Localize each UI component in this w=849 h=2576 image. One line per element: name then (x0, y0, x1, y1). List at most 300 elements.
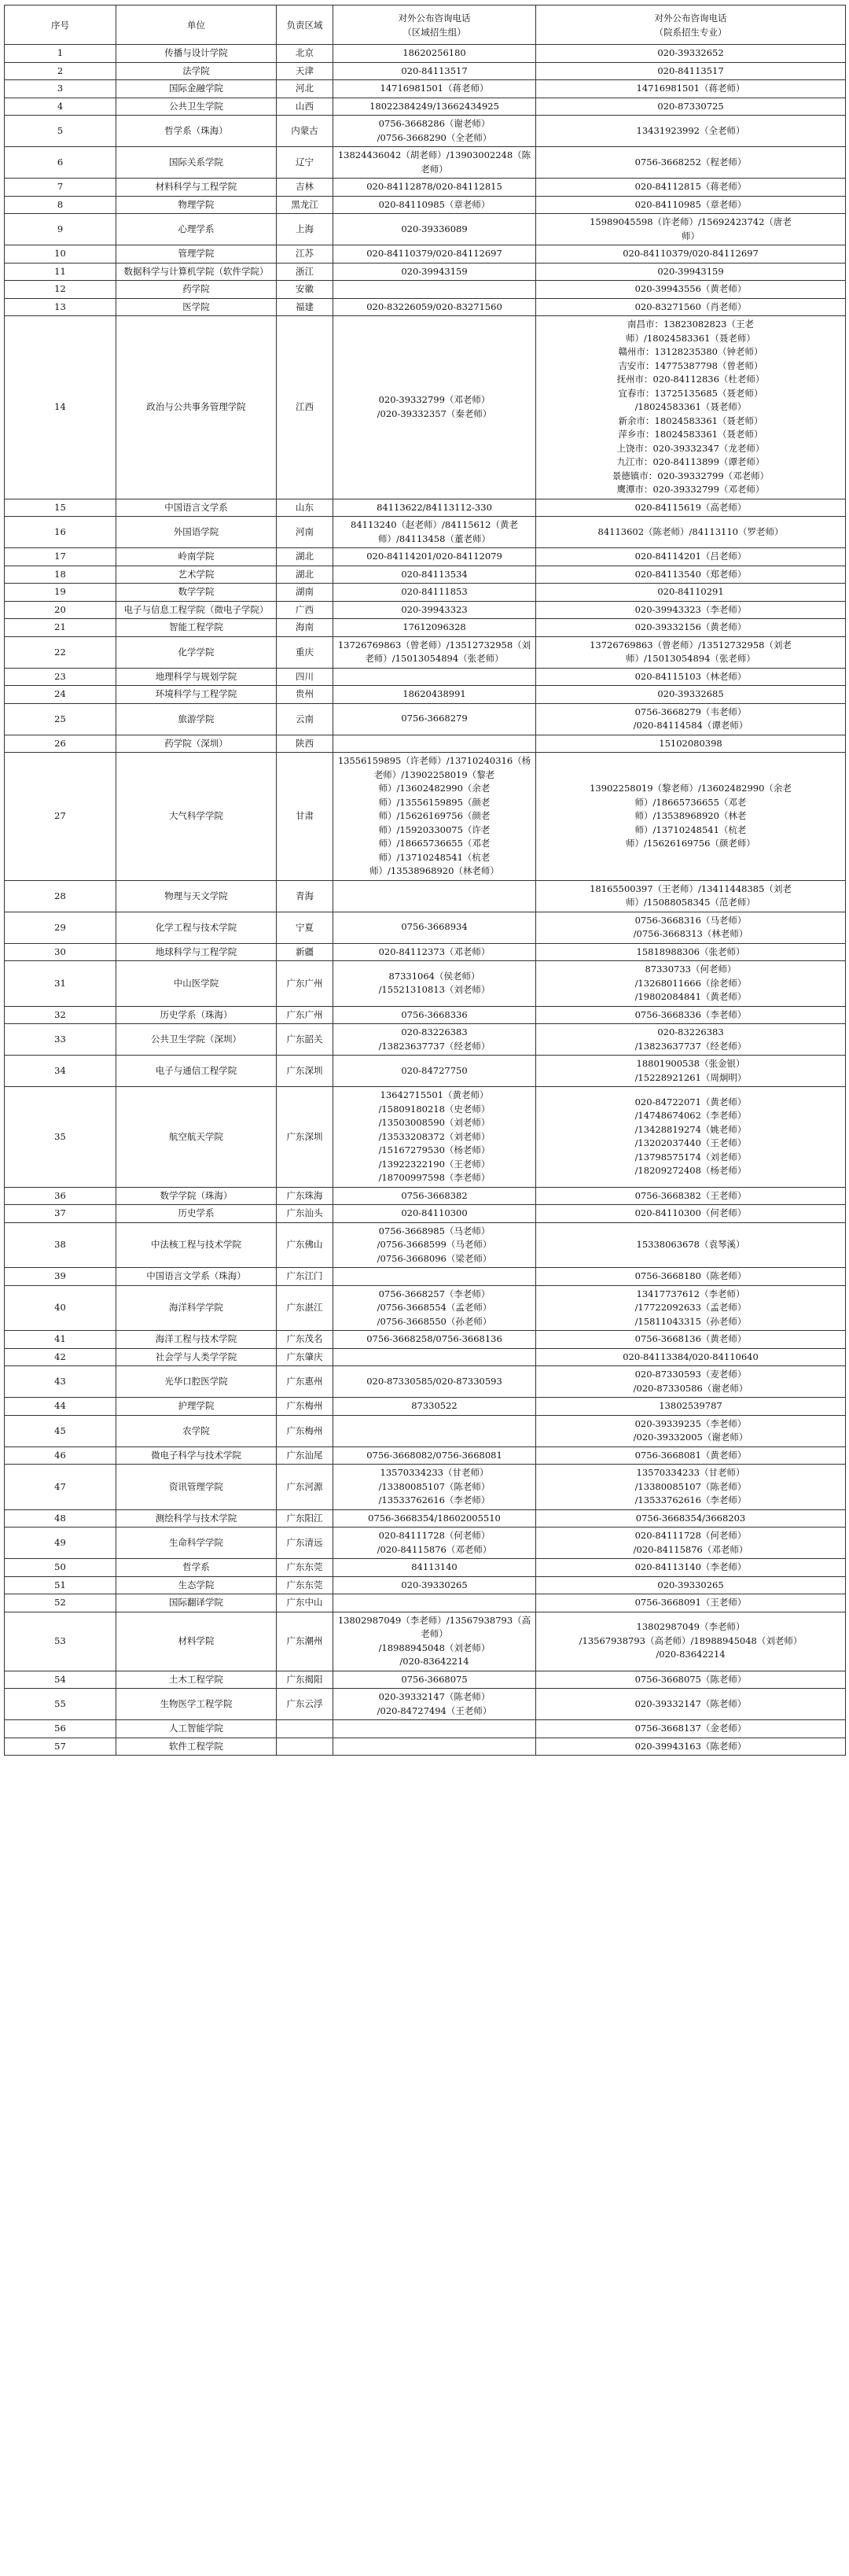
row-no: 56 (5, 1720, 116, 1738)
row-phone-department (536, 619, 846, 637)
row-phone-region-group-line: 020-84112878/020-84112815 (366, 181, 502, 192)
row-region: 广东茂名 (277, 1331, 333, 1349)
row-no: 40 (5, 1285, 116, 1331)
row-phone-region-group-line: 老师） (421, 163, 448, 175)
row-no: 31 (5, 961, 116, 1007)
admissions-contact-table (4, 5, 846, 1756)
row-phone-region-group (333, 1222, 536, 1268)
row-no: 21 (5, 619, 116, 637)
table-row (5, 943, 846, 961)
row-region: 广东东莞 (277, 1576, 333, 1594)
row-phone-region-group (333, 245, 536, 263)
row-phone-region-group-line: 020-84113534 (401, 568, 468, 580)
row-unit: 历史学系 (116, 1205, 277, 1223)
row-region: 重庆 (277, 636, 333, 668)
row-unit: 资讯管理学院 (116, 1465, 277, 1510)
row-phone-region-group (333, 214, 536, 245)
row-phone-department (536, 880, 846, 912)
row-phone-department-line: 020-84113384/020-84110640 (623, 1351, 759, 1362)
row-no: 23 (5, 668, 116, 686)
table-body (5, 45, 846, 1756)
row-phone-department (536, 1465, 846, 1510)
row-phone-department (536, 1528, 846, 1559)
row-no: 34 (5, 1056, 116, 1087)
row-phone-department (536, 1671, 846, 1689)
header-phone-region-group-line2: （区域招生组） (402, 26, 466, 38)
row-phone-region-group-line: 020-84111728（何老师） (378, 1530, 491, 1541)
row-phone-department-line: /13268011666（徐老师） (634, 977, 747, 989)
row-phone-department (536, 912, 846, 943)
row-region: 辽宁 (277, 147, 333, 179)
table-row (5, 1738, 846, 1756)
row-region: 吉林 (277, 179, 333, 197)
row-phone-department (536, 1594, 846, 1612)
row-phone-region-group-line: 84113622/84113112-330 (377, 501, 492, 513)
row-unit: 材料科学与工程学院 (116, 179, 277, 197)
row-phone-region-group-line: 18022384249/13662434925 (369, 100, 499, 112)
row-phone-department-line: 020-39332156（黄老师） (634, 621, 747, 632)
table-row (5, 1465, 846, 1510)
row-region: 福建 (277, 298, 333, 316)
row-phone-region-group-line: /0756-3668290（全老师） (377, 131, 492, 143)
row-phone-region-group (333, 1509, 536, 1528)
row-no: 20 (5, 601, 116, 619)
row-phone-region-group-line: 老师）/15013054894（张老师） (365, 653, 504, 664)
table-row (5, 1024, 846, 1056)
row-region: 青海 (277, 880, 333, 912)
row-phone-region-group-line: 0756-3668257（李老师） (378, 1288, 491, 1299)
row-phone-region-group (333, 668, 536, 686)
row-no: 30 (5, 943, 116, 961)
row-phone-region-group-line: 师）/15920330075（许老 (378, 824, 491, 835)
row-region: 黑龙江 (277, 196, 333, 214)
row-region: 广东潮州 (277, 1612, 333, 1671)
row-phone-department (536, 1366, 846, 1398)
row-phone-department (536, 1087, 846, 1188)
row-unit: 电子与通信工程学院 (116, 1056, 277, 1087)
row-phone-region-group (333, 1446, 536, 1465)
row-phone-department-line: /020-39332005（谢老师） (633, 1432, 748, 1443)
row-phone-region-group-line: /13922322190（王老师） (378, 1158, 491, 1170)
row-unit: 数据科学与计算机学院（软件学院） (116, 263, 277, 281)
row-phone-department-line: 020-39332652 (657, 47, 724, 58)
header-region: 负责区域 (277, 6, 333, 45)
row-phone-region-group (333, 1528, 536, 1559)
row-unit: 海洋工程与技术学院 (116, 1331, 277, 1349)
row-no: 26 (5, 735, 116, 753)
row-phone-department-line: 020-84110300（何老师） (634, 1207, 747, 1218)
row-phone-department-line: 020-39330265 (657, 1579, 724, 1590)
row-phone-department (536, 1612, 846, 1671)
row-phone-region-group (333, 62, 536, 80)
row-no: 9 (5, 214, 116, 245)
row-region: 广东梅州 (277, 1415, 333, 1446)
row-region: 北京 (277, 45, 333, 63)
row-phone-department (536, 281, 846, 299)
table-row (5, 619, 846, 637)
row-unit: 地球科学与工程学院 (116, 943, 277, 961)
table-row (5, 1509, 846, 1528)
row-phone-department-line: /18024583361（聂老师） (634, 401, 747, 412)
row-phone-department-line: 师）/15088058345（范老师） (626, 897, 755, 908)
row-region: 浙江 (277, 263, 333, 281)
row-phone-department (536, 62, 846, 80)
row-phone-department (536, 316, 846, 499)
row-region: 上海 (277, 214, 333, 245)
row-unit: 医学院 (116, 298, 277, 316)
row-phone-department-line: 师）/15013054894（张老师） (626, 653, 755, 664)
row-region: 广东肇庆 (277, 1348, 333, 1366)
row-phone-region-group-line: 87330522 (411, 1400, 458, 1411)
row-phone-department (536, 179, 846, 197)
row-phone-region-group-line: 020-39943159 (401, 265, 468, 277)
row-phone-department (536, 1738, 846, 1756)
row-phone-department-line: 师）/13710248541（杭老 (634, 824, 747, 835)
row-no: 35 (5, 1087, 116, 1188)
row-unit: 历史学系（珠海） (116, 1006, 277, 1024)
row-region: 河南 (277, 517, 333, 548)
row-unit: 护理学院 (116, 1398, 277, 1416)
row-region: 新疆 (277, 943, 333, 961)
row-no: 22 (5, 636, 116, 668)
row-region: 广东广州 (277, 1006, 333, 1024)
row-phone-department (536, 116, 846, 147)
row-region: 内蒙古 (277, 116, 333, 147)
row-region: 云南 (277, 703, 333, 735)
table-row (5, 961, 846, 1007)
row-unit: 光华口腔医学院 (116, 1366, 277, 1398)
row-phone-region-group-line: 0756-3668279 (401, 713, 468, 724)
row-phone-region-group-line: 0756-3668075 (401, 1673, 468, 1685)
row-phone-department (536, 1689, 846, 1720)
row-phone-department-line: 020-39332147（陈老师） (634, 1697, 747, 1709)
row-phone-department (536, 263, 846, 281)
row-phone-department (536, 1024, 846, 1056)
row-phone-region-group-line: 020-84110379/020-84112697 (366, 248, 502, 259)
row-phone-department (536, 1006, 846, 1024)
row-no: 29 (5, 912, 116, 943)
row-no: 39 (5, 1268, 116, 1286)
row-phone-department (536, 1576, 846, 1594)
row-phone-department-line: /13798575174（刘老师） (634, 1151, 747, 1163)
row-phone-department-line: 萍乡市：18024583361（聂老师） (618, 429, 763, 440)
row-phone-department-line: 13431923992（全老师） (636, 124, 745, 136)
row-no: 27 (5, 753, 116, 881)
table-row (5, 735, 846, 753)
row-no: 45 (5, 1415, 116, 1446)
row-unit: 测绘科学与技术学院 (116, 1509, 277, 1528)
row-unit: 国际金融学院 (116, 80, 277, 98)
row-phone-region-group (333, 1465, 536, 1510)
row-phone-department-line: 020-84113140（李老师） (634, 1561, 747, 1572)
row-no: 48 (5, 1509, 116, 1528)
row-no: 37 (5, 1205, 116, 1223)
row-phone-department (536, 1056, 846, 1087)
row-phone-region-group (333, 1205, 536, 1223)
row-no: 19 (5, 584, 116, 602)
row-phone-department (536, 98, 846, 116)
table-row (5, 668, 846, 686)
row-phone-region-group (333, 703, 536, 735)
row-phone-region-group-line: 0756-3668336 (401, 1008, 468, 1020)
row-phone-department-line: 13570334233（甘老师） (636, 1467, 745, 1478)
row-phone-region-group-line: /13533208372（刘老师） (378, 1130, 491, 1142)
row-phone-region-group (333, 116, 536, 147)
row-phone-department-line: 020-39943163（陈老师） (634, 1740, 747, 1752)
row-region: 广东河源 (277, 1465, 333, 1510)
header-phone-region-group-line1: 对外公布咨询电话 (398, 12, 471, 24)
row-phone-region-group-line: /15521310813（刘老师） (378, 984, 491, 996)
row-phone-department-line: /020-87330586（谢老师） (633, 1382, 748, 1394)
row-phone-department (536, 753, 846, 881)
row-phone-region-group (333, 1331, 536, 1349)
row-phone-region-group-line: /020-84115876（邓老师） (377, 1543, 492, 1555)
row-no: 17 (5, 548, 116, 566)
row-phone-department (536, 1348, 846, 1366)
table-row (5, 566, 846, 584)
row-phone-department-line: 0756-3668091（王老师） (634, 1597, 747, 1608)
row-phone-department-line: 84113602（陈老师）/84113110（罗老师） (597, 525, 784, 537)
row-phone-department-line: 020-84113517 (657, 64, 724, 76)
row-phone-region-group (333, 98, 536, 116)
row-phone-department-line: 师）/18665736655（邓老 (634, 796, 747, 808)
row-phone-region-group (333, 1006, 536, 1024)
row-unit: 药学院（深圳） (116, 735, 277, 753)
row-region: 广东深圳 (277, 1087, 333, 1188)
table-row (5, 499, 846, 517)
row-region: 陕西 (277, 735, 333, 753)
table-row (5, 45, 846, 63)
row-phone-department-line: 景德镇市：020-39332799（邓老师） (612, 470, 770, 481)
row-phone-region-group (333, 1415, 536, 1446)
row-phone-region-group-line: 师）/15626169756（颜老 (378, 810, 491, 821)
row-no: 43 (5, 1366, 116, 1398)
row-no: 32 (5, 1006, 116, 1024)
row-phone-region-group (333, 1594, 536, 1612)
row-phone-department-line: /13202037440（王老师） (634, 1137, 747, 1149)
row-region: 山西 (277, 98, 333, 116)
row-no: 25 (5, 703, 116, 735)
row-phone-department-line: 13902258019（黎老师）/13602482990（余老 (590, 783, 792, 794)
row-phone-region-group (333, 147, 536, 179)
row-unit: 数学学院 (116, 584, 277, 602)
row-phone-department-line: 师）/15626169756（颜老师） (626, 838, 755, 849)
row-region: 广东湛江 (277, 1285, 333, 1331)
row-region: 安徽 (277, 281, 333, 299)
row-region: 广东阳江 (277, 1509, 333, 1528)
row-unit: 岭南学院 (116, 548, 277, 566)
row-phone-department-line: 020-83226383 (657, 1026, 724, 1037)
row-region (277, 1720, 333, 1738)
row-no: 14 (5, 316, 116, 499)
row-phone-region-group (333, 943, 536, 961)
row-unit: 国际关系学院 (116, 147, 277, 179)
row-phone-department-line: 87330733（何老师） (645, 964, 737, 975)
table-row (5, 263, 846, 281)
row-unit: 环境科学与工程学院 (116, 686, 277, 704)
row-phone-department-line: /17722092633（孟老师） (634, 1302, 747, 1313)
row-no: 53 (5, 1612, 116, 1671)
table-row (5, 1594, 846, 1612)
row-phone-region-group-line: 18620438991 (402, 688, 466, 699)
row-phone-region-group-line: /18988945048（刘老师） (378, 1642, 491, 1653)
row-no: 54 (5, 1671, 116, 1689)
row-phone-department-line: 0756-3668136（黄老师） (634, 1333, 747, 1344)
row-phone-region-group (333, 196, 536, 214)
row-no: 57 (5, 1738, 116, 1756)
row-phone-department (536, 214, 846, 245)
row-unit: 药学院 (116, 281, 277, 299)
row-phone-region-group-line: 老师） (421, 1628, 448, 1639)
header-phone-department-line1: 对外公布咨询电话 (654, 12, 727, 24)
row-unit: 公共卫生学院（深圳） (116, 1024, 277, 1056)
row-phone-department-line: 0756-3668336（李老师） (634, 1008, 747, 1020)
table-header-row (5, 6, 846, 45)
row-phone-region-group-line: 13570334233（甘老师） (380, 1467, 489, 1478)
row-phone-department-line: /13533762616（李老师） (634, 1494, 747, 1505)
row-no: 16 (5, 517, 116, 548)
row-phone-department (536, 517, 846, 548)
row-phone-department-line: 师） (682, 230, 700, 241)
table-row (5, 1222, 846, 1268)
table-row (5, 601, 846, 619)
row-phone-department-line: 13417737612（李老师） (636, 1288, 745, 1299)
row-no: 55 (5, 1689, 116, 1720)
row-no: 7 (5, 179, 116, 197)
row-phone-department-line: 020-39943159 (657, 265, 724, 277)
row-no: 24 (5, 686, 116, 704)
row-unit: 中山医学院 (116, 961, 277, 1007)
table-row (5, 753, 846, 881)
table-row (5, 1056, 846, 1087)
row-no: 4 (5, 98, 116, 116)
row-no: 5 (5, 116, 116, 147)
row-phone-region-group (333, 1612, 536, 1671)
row-phone-region-group (333, 263, 536, 281)
row-phone-region-group (333, 1187, 536, 1205)
row-phone-region-group (333, 316, 536, 499)
row-phone-region-group-line: 020-84110300 (401, 1207, 468, 1218)
row-phone-region-group-line: 0756-3668082/0756-3668081 (366, 1449, 502, 1461)
row-region: 河北 (277, 80, 333, 98)
row-phone-region-group-line: 020-39330265 (401, 1579, 468, 1590)
row-no: 52 (5, 1594, 116, 1612)
row-phone-region-group (333, 80, 536, 98)
row-phone-department (536, 1398, 846, 1416)
table-row (5, 298, 846, 316)
row-phone-region-group (333, 1366, 536, 1398)
row-phone-region-group (333, 619, 536, 637)
row-phone-region-group-line: /020-39332357（秦老师） (377, 407, 492, 419)
row-phone-region-group-line: 020-84727750 (401, 1064, 468, 1076)
row-phone-department-line: 0756-3668252（程老师） (634, 156, 747, 168)
row-phone-department-line: 18801900538（张金银） (636, 1058, 745, 1069)
row-region: 广西 (277, 601, 333, 619)
row-phone-department (536, 735, 846, 753)
row-phone-department-line: /18209272408（杨老师） (634, 1165, 747, 1177)
row-phone-department-line: 18165500397（王老师）/13411448385（刘老 (590, 883, 792, 894)
row-phone-region-group (333, 281, 536, 299)
row-unit: 国际翻译学院 (116, 1594, 277, 1612)
row-phone-department (536, 499, 846, 517)
row-phone-region-group-line: 84113240（赵老师）/84115612（黄老 (351, 519, 518, 530)
row-phone-department-line: 020-84110291 (657, 586, 724, 597)
row-phone-department-line: /13823637737（经老师） (634, 1040, 747, 1052)
row-phone-department-line: 0756-3668316（马老师） (634, 914, 747, 926)
row-phone-region-group-line: 0756-3668985（马老师） (378, 1225, 491, 1236)
row-no: 11 (5, 263, 116, 281)
row-unit: 物理学院 (116, 196, 277, 214)
row-phone-department-line: 0756-3668279（韦老师） (634, 706, 747, 717)
table-row (5, 1398, 846, 1416)
row-no: 50 (5, 1559, 116, 1577)
table-row (5, 1285, 846, 1331)
row-phone-department (536, 1222, 846, 1268)
row-unit: 艺术学院 (116, 566, 277, 584)
row-phone-region-group-line: 020-84110985（章老师） (378, 198, 491, 210)
row-unit: 政治与公共事务管理学院 (116, 316, 277, 499)
row-phone-department-line: 020-84112815（蒋老师） (634, 181, 747, 192)
row-region: 广东东莞 (277, 1559, 333, 1577)
row-phone-department-line: 抚州市：020-84112836（杜老师） (616, 374, 765, 385)
row-phone-region-group-line: /15809180218（史老师） (378, 1103, 491, 1115)
row-phone-department-line: 0756-3668075（陈老师） (634, 1673, 747, 1685)
table-row (5, 1187, 846, 1205)
table-row (5, 1671, 846, 1689)
row-phone-region-group-line: 0756-3668258/0756-3668136 (366, 1333, 502, 1344)
row-phone-department-line: /020-83642214 (656, 1649, 726, 1660)
row-phone-region-group-line: 0756-3668382 (401, 1189, 468, 1201)
row-region: 贵州 (277, 686, 333, 704)
row-phone-department (536, 703, 846, 735)
row-phone-department-line: 上饶市：020-39332347（龙老师） (616, 442, 765, 454)
row-region: 湖北 (277, 566, 333, 584)
row-phone-region-group-line: 13824436042（胡老师）/13903002248（陈 (337, 149, 531, 160)
table-row (5, 281, 846, 299)
row-phone-department-line: 15102080398 (659, 737, 722, 749)
table-row (5, 1689, 846, 1720)
row-phone-region-group-line: 020-84111853 (401, 586, 468, 597)
row-phone-region-group (333, 548, 536, 566)
row-phone-department-line: 020-84111728（何老师） (634, 1530, 747, 1541)
row-region: 广东广州 (277, 961, 333, 1007)
row-unit: 物理与天文学院 (116, 880, 277, 912)
row-no: 36 (5, 1187, 116, 1205)
row-phone-region-group-line: 师）/13602482990（余老 (378, 783, 491, 794)
row-unit: 生物医学工程学院 (116, 1689, 277, 1720)
row-phone-region-group-line: 0756-3668286（谢老师） (378, 118, 491, 129)
row-phone-department-line: 师）/13538968920（林老 (634, 810, 747, 821)
row-phone-region-group-line: 13642715501（黄老师） (380, 1089, 489, 1100)
row-phone-region-group (333, 1024, 536, 1056)
row-region: 广东珠海 (277, 1187, 333, 1205)
row-phone-department (536, 1415, 846, 1446)
row-phone-region-group (333, 1689, 536, 1720)
table-row (5, 1528, 846, 1559)
row-phone-region-group (333, 961, 536, 1007)
row-unit: 心理学系 (116, 214, 277, 245)
row-phone-region-group (333, 880, 536, 912)
row-no: 8 (5, 196, 116, 214)
row-phone-department (536, 943, 846, 961)
row-region: 广东揭阳 (277, 1671, 333, 1689)
row-phone-region-group-line: /020-84727494（王老师） (377, 1704, 492, 1716)
row-phone-region-group (333, 1268, 536, 1286)
row-phone-department-line: /15228921261（周炯明） (634, 1071, 747, 1083)
row-phone-region-group-line: 17612096328 (402, 621, 466, 632)
row-no: 6 (5, 147, 116, 179)
row-phone-region-group (333, 1087, 536, 1188)
